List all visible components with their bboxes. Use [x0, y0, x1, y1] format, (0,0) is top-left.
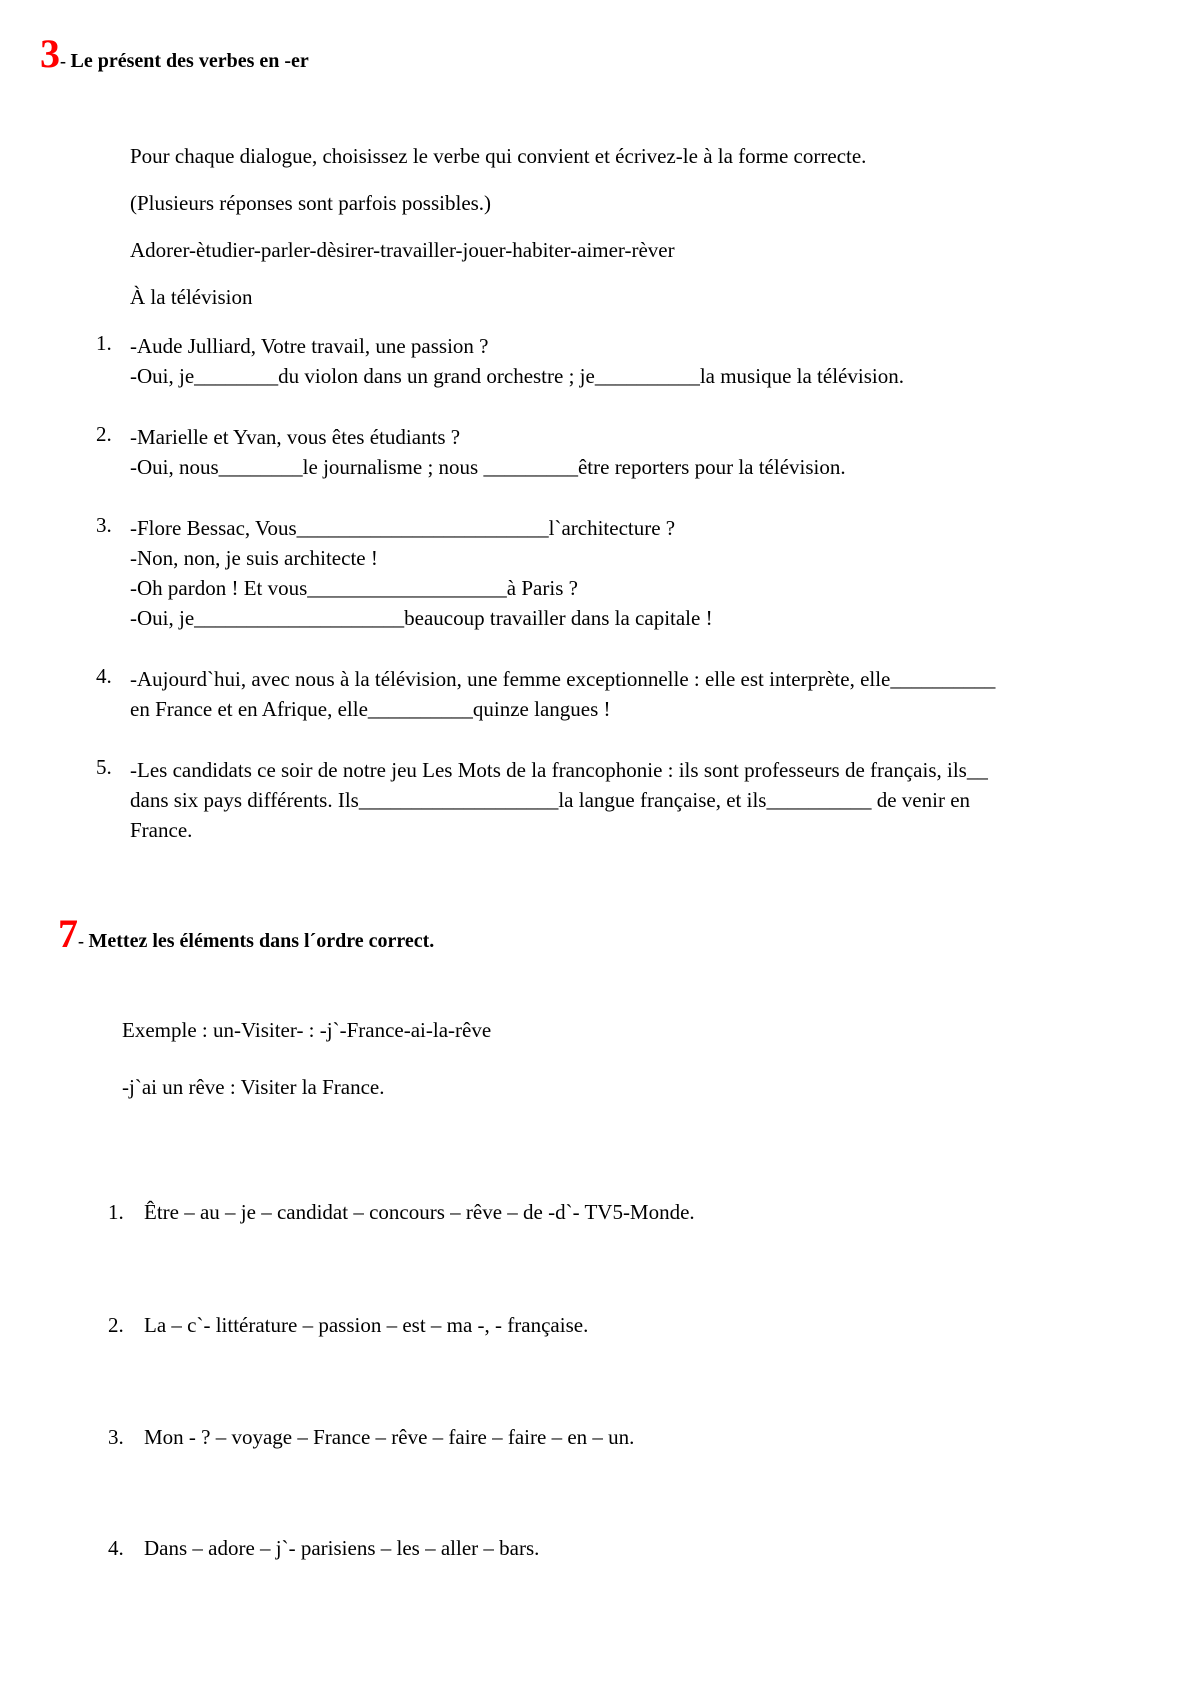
section-7-heading [58, 910, 434, 957]
reorder-text: Être – au – je – candidat – concours – rêve – de -d`- TV5-Monde. [144, 1200, 695, 1224]
dialogue-line: -Oui, je____________________beaucoup travailler dans la capitale ! [130, 606, 713, 630]
dialogue-number: 1. [96, 331, 112, 355]
section-7-dash: - [78, 931, 89, 951]
dialogue-number: 5. [96, 755, 112, 779]
dialogue-number: 3. [96, 513, 112, 537]
dialogue-line: dans six pays différents. Ils___________________la langue française, et ils__________ de venir en [130, 788, 971, 812]
dialogue-line: -Oui, nous________le journalisme ; nous _________être reporters pour la télévision. [130, 455, 846, 479]
dialogue-line: -Les candidats ce soir de notre jeu Les Mots de la francophonie : ils sont professeurs de français, ils__ [130, 758, 988, 782]
reorder-number: 4. [108, 1536, 124, 1560]
context-label: À la télévision [130, 285, 253, 309]
reorder-text: Mon - ? – voyage – France – rêve – faire – faire – en – un. [144, 1425, 635, 1449]
reorder-number: 2. [108, 1313, 124, 1337]
dialogue-line: en France et en Afrique, elle__________quinze langues ! [130, 697, 611, 721]
dialogue-line: -Oui, je________du violon dans un grand orchestre ; je__________la musique la télévision. [130, 364, 904, 388]
dialogue-line: -Non, non, je suis architecte ! [130, 546, 378, 570]
verb-list: Adorer-ètudier-parler-dèsirer-travailler-jouer-habiter-aimer-rèver [130, 238, 675, 262]
dialogue-line: -Marielle et Yvan, vous êtes étudiants ? [130, 425, 461, 449]
dialogue-line: -Flore Bessac, Vous________________________l`architecture ? [130, 516, 676, 540]
instruction: Pour chaque dialogue, choisissez le verbe qui convient et écrivez-le à la forme correcte. [130, 144, 867, 168]
dialogue-number: 2. [96, 422, 112, 446]
reorder-text: Dans – adore – j`- parisiens – les – aller – bars. [144, 1536, 540, 1560]
dialogue-number: 4. [96, 664, 112, 688]
dialogue-line: France. [130, 818, 193, 842]
reorder-text: La – c`- littérature – passion – est – ma -, - française. [144, 1313, 589, 1337]
section-7-number: 7 [58, 911, 78, 956]
instruction-note: (Plusieurs réponses sont parfois possibles.) [130, 191, 492, 215]
example-prompt: Exemple : un-Visiter- : -j`-France-ai-la-rêve [122, 1018, 492, 1042]
reorder-item-4 [108, 1536, 539, 1561]
reorder-number: 3. [108, 1425, 124, 1449]
section-3-dash: - [60, 51, 71, 71]
reorder-item-3 [108, 1425, 634, 1450]
reorder-number: 1. [108, 1200, 124, 1224]
reorder-item-1 [108, 1200, 695, 1225]
section-7-title: Mettez les éléments dans l´ordre correct. [88, 930, 435, 952]
reorder-item-2 [108, 1313, 588, 1338]
section-3-heading [40, 30, 309, 77]
dialogue-line: -Oh pardon ! Et vous___________________à Paris ? [130, 576, 578, 600]
dialogue-line: -Aujourd`hui, avec nous à la télévision, une femme exceptionnelle : elle est interprète, elle__________ [130, 667, 996, 691]
example-answer: -j`ai un rêve : Visiter la France. [122, 1075, 385, 1099]
section-3-number: 3 [40, 31, 60, 76]
dialogue-line: -Aude Julliard, Votre travail, une passion ? [130, 334, 489, 358]
section-3-title: Le présent des verbes en -er [70, 50, 309, 72]
